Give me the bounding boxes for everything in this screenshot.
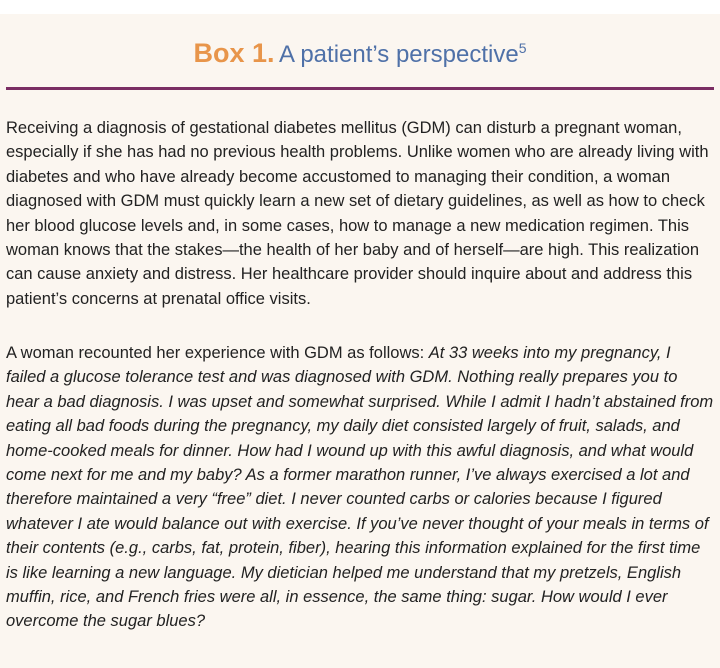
intro-paragraph: Receiving a diagnosis of gestational diabetes mellitus (GDM) can disturb a pregnant woman, especially if she has had no previous health problems. Unlike women who are already living with diabetes and who have already become accustomed to managing their condition, a woman diagnosed with GDM must quickly learn a new set of dietary guidelines, as well as how to check her blood glucose levels and, in some cases, how to manage a new medication regimen. This woman knows that the stakes—the health of her baby and of herself—are high. This realization can cause anxiety and distress. Her healthcare provider should inquire about and address this patient’s concerns at prenatal office visits. [6,119,709,308]
box-label: Box 1. [193,38,275,68]
patient-quote: At 33 weeks into my pregnancy, I failed a glucose tolerance test and was diagnosed with GDM. Nothing really prepares you to hear a bad diagnosis. I was upset and somewhat surprised. While I admit I hadn’t abstained from eating all bad foods during the pregnancy, my daily diet consisted largely of fruit, salads, and home-cooked meals for dinner. How had I wound up with this awful diagnosis, and what would come next for me and my baby? As a former marathon runner, I’ve always exercised a lot and therefore maintained a very “free” diet. I never counted carbs or calories because I figured whatever I ate would balance out with exercise. If you’ve never thought of your meals in terms of their contents (e.g., carbs, fat, protein, fiber), hearing this information explained for the first time is like learning a new language. My dietician helped me understand that my pretzels, English muffin, rice, and French fries were all, in essence, the same thing: sugar. How would I ever overcome the sugar blues? [6,344,714,631]
account-intro: A woman recounted her experience with GDM as follows: [6,344,429,362]
title-divider [6,87,714,90]
box-title [0,38,720,69]
sidebar-box [0,14,720,668]
box-heading: A patient’s perspective [278,41,519,68]
patient-account-paragraph [6,341,714,634]
reference-superscript: 5 [518,39,527,56]
